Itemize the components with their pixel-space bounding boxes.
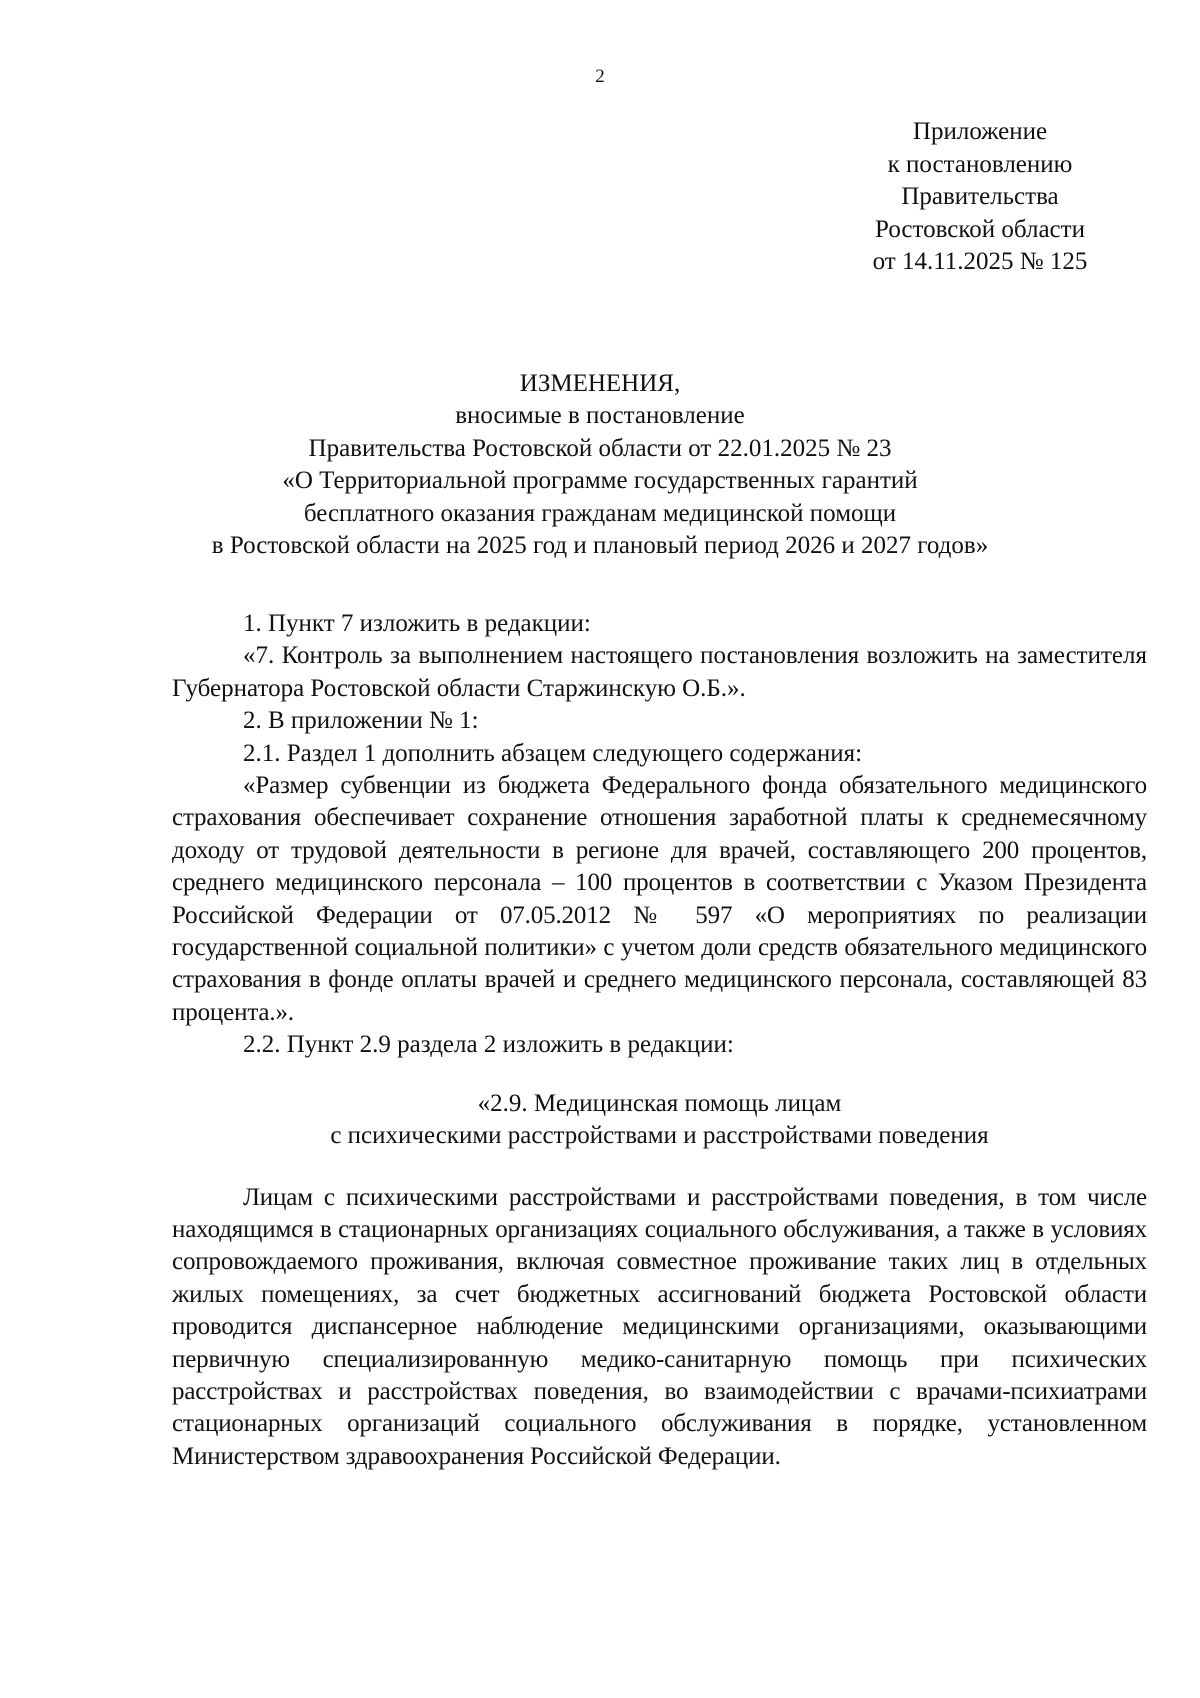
paragraph-item-2-1: 2.1. Раздел 1 дополнить абзацем следующего содержания: [243, 739, 863, 767]
title-line: ИЗМЕНЕНИЯ, [519, 370, 681, 397]
appendix-line: Ростовской области [875, 215, 1085, 243]
title-line: вносимые в постановление [455, 402, 745, 430]
title-line: в Ростовской области на 2025 год и плановый период 2026 и 2027 годов» [211, 532, 989, 560]
page-number: 2 [595, 66, 605, 87]
paragraph-section-2-9-text: Лицам с психическими расстройствами и расстройствами поведения, в том числе находящимся в стационарных организациях социального обслуживания, а также в условиях сопровождаемого проживания, включая совместное проживание таких лиц в отдельных жилых помещениях, за счет бюджетных ассигнований бюджета Ростовской области проводится диспансерное наблюдение медицинскими организациями, оказывающими первичную специализированную медико-санитарную помощь при психических расстройствах и расстройствах поведения, во взаимодействии с врачами-психиатрами стационарных организаций социального обслуживания в порядке, установленном Министерством здравоохранения Российской Федерации. [172, 1183, 1147, 1470]
appendix-line: Правительства [901, 183, 1059, 210]
paragraph-item-2: 2. В приложении № 1: [243, 707, 479, 735]
appendix-line: к постановлению [887, 150, 1073, 178]
document-title [0, 368, 1200, 562]
document-body [172, 608, 1147, 1473]
section-heading [172, 1088, 1147, 1153]
paragraph-item-1: 1. Пункт 7 изложить в редакции: [243, 610, 591, 637]
appendix-header [830, 116, 1130, 279]
paragraph-subvention-text: «Размер субвенции из бюджета Федерального фонда обязательного медицинского страхования обеспечивает сохранение отношения заработной платы к среднемесячному доходу от трудовой деятельности в регионе для врачей, составляющего 200 процентов, среднего медицинского персонала – 100 процентов в соответствии с Указом Президента Российской Федерации от 07.05.2012 № 597 «О мероприятиях по реализации государственной социальной политики» с учетом доли средств обязательного медицинского страхования в фонде оплаты врачей и среднего медицинского персонала, составляющей 83 процента.». [172, 772, 1147, 1026]
section-heading-line: «2.9. Медицинская помощь лицам [477, 1089, 842, 1117]
appendix-line: Приложение [912, 118, 1048, 145]
paragraph-item-2-2: 2.2. Пункт 2.9 раздела 2 изложить в редакции: [243, 1031, 734, 1059]
section-heading-line: с психическими расстройствами и расстройствами поведения [330, 1122, 989, 1150]
title-line: бесплатного оказания гражданам медицинской помощи [303, 499, 897, 527]
appendix-line: от 14.11.2025 № 125 [872, 248, 1088, 275]
paragraph-item-7-text: «7. Контроль за выполнением настоящего постановления возложить на заместителя Губернатора Ростовской области Старжинскую О.Б.». [172, 642, 1147, 702]
title-line: Правительства Ростовской области от 22.01.2025 № 23 [308, 434, 892, 462]
title-line: «О Территориальной программе государственных гарантий [282, 467, 918, 495]
